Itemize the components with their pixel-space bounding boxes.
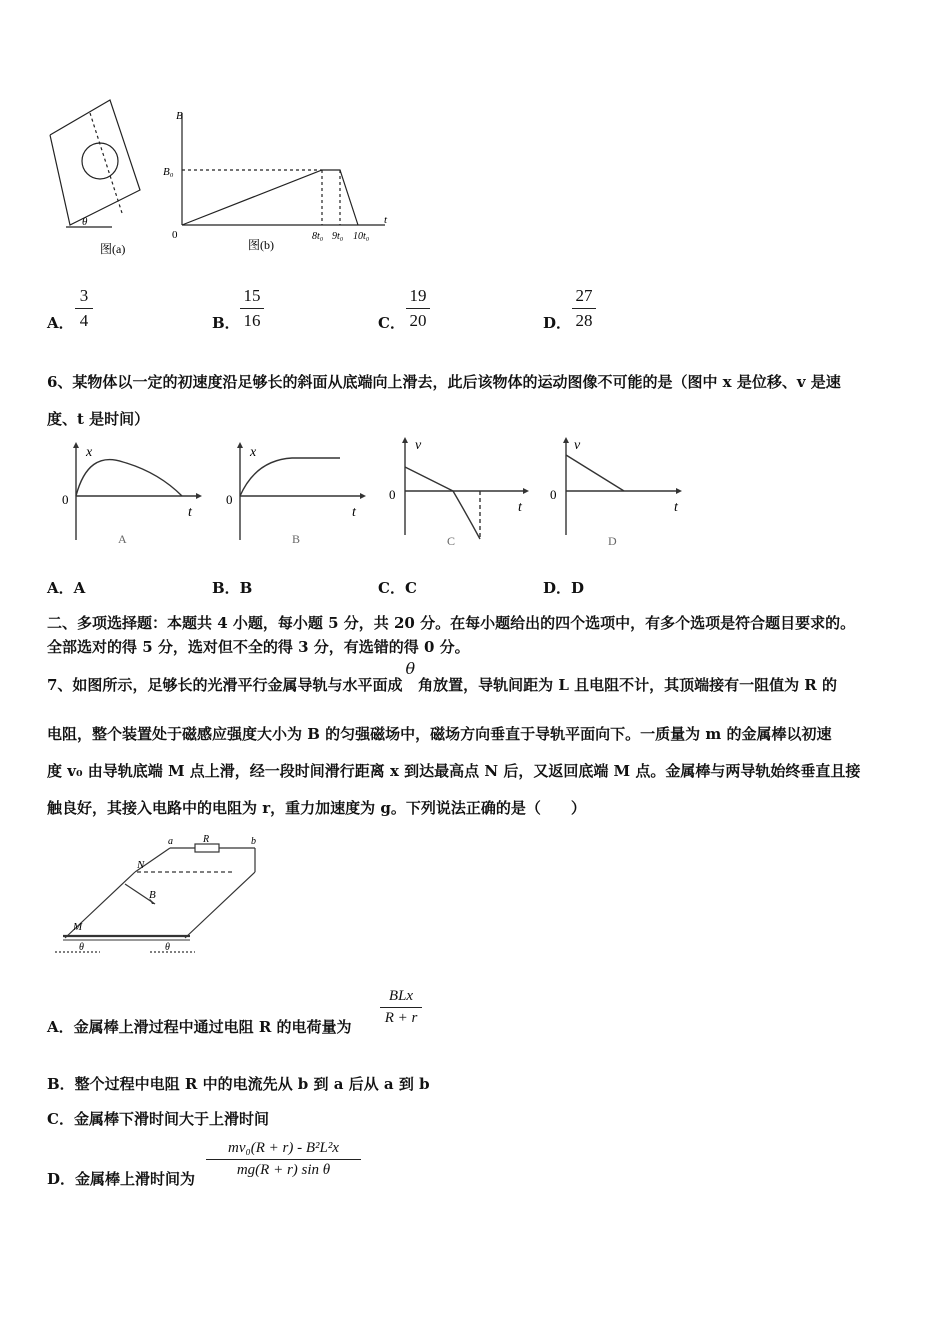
q7-option-b: B．整个过程中电阻 R 中的电流先从 b 到 a 后从 a 到 b	[47, 1075, 430, 1093]
graph-d-xlabel: t	[674, 500, 678, 515]
graph-a-xlabel: t	[188, 505, 192, 520]
fig-b-axis-y: B	[176, 110, 183, 122]
q5-option-d-fraction	[572, 286, 596, 331]
fig-b-tick-9t0: 9t₀	[332, 231, 344, 242]
q7-fig-label-n: N	[137, 859, 145, 871]
graph-b-origin: 0	[226, 492, 233, 507]
q5-option-a-label: A．	[47, 314, 74, 332]
q5-option-c-fraction	[406, 286, 430, 331]
q5-option-b-num: 15	[243, 286, 261, 305]
graph-b-xlabel: t	[352, 505, 356, 520]
graph-c-xlabel: t	[518, 500, 522, 515]
q6-graph-a	[58, 440, 203, 550]
graph-c-ylabel: v	[415, 438, 422, 453]
q5-option-b-fraction	[240, 286, 264, 331]
q7-option-c: C．金属棒下滑时间大于上滑时间	[47, 1110, 269, 1128]
fig-b-b0: B₀	[163, 166, 174, 178]
q7-fig-label-b-field: B	[149, 889, 156, 901]
q6-stem-line2: 度、t 是时间）	[47, 410, 150, 428]
q7-stem-line1-part2: 角放置，导轨间距为 L 且电阻不计，其顶端接有一阻值为 R 的	[418, 676, 837, 694]
q6-answer-b: B．B	[212, 579, 253, 597]
q7-fig-label-m: M	[73, 921, 83, 933]
q6-answer-a: A．A	[47, 579, 86, 597]
q5-option-b-label: B．	[212, 314, 240, 332]
q6-answer-c: C．C	[378, 579, 417, 597]
q6-stem-line1: 6、某物体以一定的初速度沿足够长的斜面从底端向上滑去，此后该物体的运动图像不可能的是（图中 x 是位移、v 是速	[47, 373, 841, 391]
plate-centerline	[90, 113, 122, 213]
q5-option-a-fraction	[75, 286, 93, 331]
graph-b-ylabel: x	[250, 445, 257, 460]
q5-option-d-label: D．	[543, 314, 572, 332]
graph-c-line-up	[405, 467, 453, 491]
q5-option-c-num: 19	[409, 286, 427, 305]
q5-option-b-den: 16	[243, 311, 261, 330]
graph-d-line	[566, 455, 624, 491]
figure-b-graph	[160, 105, 400, 260]
graph-a-origin: 0	[62, 492, 69, 507]
q7-rail-figure	[55, 830, 275, 960]
fig-b-axis-x: t	[384, 214, 388, 226]
coil-circle	[82, 143, 118, 179]
q5-option-c-label: C．	[378, 314, 405, 332]
graph-a-ylabel: x	[86, 445, 93, 460]
q7-option-d-den: mg(R + r) sin θ	[236, 1162, 331, 1178]
section2-header-line2: 全部选对的得 5 分，选对但不全的得 3 分，有选错的得 0 分。	[47, 638, 470, 656]
q7-option-a-den: R + r	[384, 1010, 418, 1026]
q7-option-a-text: A．金属棒上滑过程中通过电阻 R 的电荷量为	[47, 1018, 352, 1036]
q7-fig-theta-right: θ	[165, 942, 170, 953]
q5-option-a-num: 3	[79, 286, 89, 305]
q7-stem-line2: 电阻，整个装置处于磁感应强度大小为 B 的匀强磁场中，磁场方向垂直于导轨平面向下。一质量为 m 的金属棒以初速	[47, 725, 832, 743]
q7-option-d-num: mv₀(R + r) - B²L²x	[228, 1140, 339, 1156]
q7-option-a-fraction	[380, 988, 422, 1027]
fig-b-origin: 0	[172, 229, 178, 241]
q7-fig-theta-left: θ	[79, 942, 84, 953]
q5-option-c-den: 20	[409, 311, 427, 330]
q5-option-d-den: 28	[575, 311, 593, 330]
graph-b-caption: B	[292, 532, 301, 546]
graph-a-caption: A	[118, 532, 127, 546]
q7-fig-label-r: R	[203, 834, 210, 845]
resistor-r	[195, 844, 219, 852]
q5-option-d-num: 27	[575, 286, 593, 305]
q7-stem-line1-part1: 7、如图所示，足够长的光滑平行金属导轨与水平面成	[47, 676, 403, 694]
graph-c-caption: C	[447, 534, 456, 548]
inclined-plate	[50, 100, 140, 225]
graph-d-caption: D	[608, 534, 617, 548]
fig-b-tick-8t0: 8t₀	[312, 231, 324, 242]
graph-a-curve	[76, 460, 182, 496]
graph-d-origin: 0	[550, 487, 557, 502]
graph-d-ylabel: v	[574, 438, 581, 453]
q5-option-a-den: 4	[79, 311, 89, 330]
fig-a-caption: 图(a)	[100, 242, 126, 256]
graph-b-curve	[240, 458, 340, 496]
b-curve	[182, 170, 358, 225]
graph-c-origin: 0	[389, 487, 396, 502]
q7-stem-line3: 度 v₀ 由导轨底端 M 点上滑，经一段时间滑行距离 x 到达最高点 N 后，又返回底端 M 点。金属棒与两导轨始终垂直且接	[47, 762, 861, 780]
q7-theta: θ	[405, 659, 416, 678]
q7-option-a-num: BLx	[388, 988, 414, 1004]
figure-a	[40, 95, 150, 260]
q6-graph-b	[222, 440, 367, 550]
q7-stem-line1	[47, 659, 837, 695]
fig-b-caption: 图(b)	[248, 238, 274, 252]
graph-c-line-down	[453, 491, 480, 539]
q6-answer-d: D．D	[543, 579, 585, 597]
q7-option-d-fraction	[206, 1140, 361, 1179]
section2-header-line1: 二、多项选择题：本题共 4 小题，每小题 5 分，共 20 分。在每小题给出的四个选项中，有多个选项是符合题目要求的。	[47, 614, 856, 632]
fig-b-tick-10t0: 10t₀	[353, 231, 370, 242]
fig-a-theta: θ	[82, 216, 88, 228]
q6-graph-c	[385, 435, 535, 550]
right-rail-lower	[185, 872, 255, 938]
q7-fig-label-b: b	[251, 836, 256, 847]
q7-fig-label-a: a	[168, 836, 173, 847]
q7-option-d-text: D．金属棒上滑时间为	[47, 1170, 196, 1188]
q7-stem-line4: 触良好，其接入电路中的电阻为 r，重力加速度为 g。下列说法正确的是（ ）	[47, 799, 586, 817]
q6-graph-d	[548, 435, 693, 550]
